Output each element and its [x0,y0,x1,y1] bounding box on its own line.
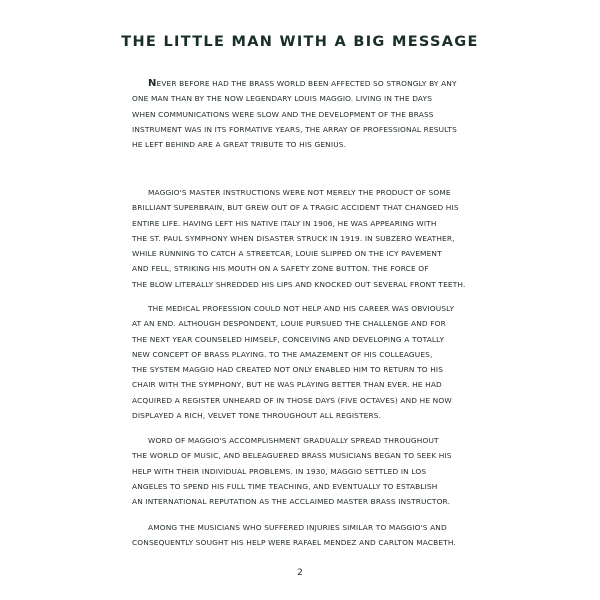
page-title: THE LITTLE MAN WITH A BIG MESSAGE [121,34,479,50]
paragraph-line: WHEN COMMUNICATIONS WERE SLOW AND THE DEVELOPMENT OF THE BRASS [132,109,434,119]
paragraph-line: HELP WITH THEIR INDIVIDUAL PROBLEMS. IN 1930, MAGGIO SETTLED IN LOS [132,466,427,476]
paragraph-line [132,76,472,91]
paragraph-line: THE MEDICAL PROFESSION COULD NOT HELP AND HIS CAREER WAS OBVIOUSLY [148,304,455,313]
paragraph-line: DISPLAYED A RICH, VELVET TONE THROUGHOUT ALL REGISTERS. [132,411,382,421]
paragraph-line: CONSEQUENTLY SOUGHT HIS HELP WERE RAFAEL MENDEZ AND CARLTON MACBETH. [132,538,456,548]
paragraph-line: CHAIR WITH THE SYMPHONY, BUT HE WAS PLAYING BETTER THAN EVER. HE HAD [132,380,442,390]
paragraph-line: MAGGIO'S MASTER INSTRUCTIONS WERE NOT MERELY THE PRODUCT OF SOME [148,188,451,197]
paragraph-line: ONE MAN THAN BY THE NOW LEGENDARY LOUIS MAGGIO. LIVING IN THE DAYS [132,94,433,104]
paragraph-3 [132,301,472,423]
paragraph-line: THE SYSTEM MAGGIO HAD CREATED NOT ONLY ENABLED HIM TO RETURN TO HIS [132,365,444,375]
paragraph-1 [132,76,472,152]
paragraph-line: NEW CONCEPT OF BRASS PLAYING. TO THE AMAZEMENT OF HIS COLLEAGUES, [132,349,433,359]
paragraph-line: THE ST. PAUL SYMPHONY WHEN DISASTER STRUCK IN 1919. IN SUBZERO WEATHER, [132,233,455,243]
first-line-text: EVER BEFORE HAD THE BRASS WORLD BEEN AFFECTED SO STRONGLY BY ANY [156,79,457,88]
paragraph-line: WORD OF MAGGIO'S ACCOMPLISHMENT GRADUALLY SPREAD THROUGHOUT [148,436,439,445]
paragraph-line: THE NEXT YEAR COUNSELED HIMSELF, CONCEIVING AND DEVELOPING A TOTALLY [132,334,445,344]
paragraph-line: AMONG THE MUSICIANS WHO SUFFERED INJURIES SIMILAR TO MAGGIO'S AND [148,523,447,532]
paragraph-line: INSTRUMENT WAS IN ITS FORMATIVE YEARS, THE ARRAY OF PROFESSIONAL RESULTS [132,124,457,134]
paragraph-line: ACQUIRED A REGISTER UNHEARD OF IN THOSE DAYS (FIVE OCTAVES) AND HE NOW [132,395,452,405]
paragraph-line: AND FELL, STRIKING HIS MOUTH ON A SAFETY ZONE BUTTON. THE FORCE OF [132,264,429,274]
paragraph-2 [132,185,472,292]
paragraph-line: AN INTERNATIONAL REPUTATION AS THE ACCLAIMED MASTER BRASS INSTRUCTOR. [132,497,451,507]
dropcap-letter: N [148,78,157,89]
paragraph-line: THE BLOW LITERALLY SHREDDED HIS LIPS AND KNOCKED OUT SEVERAL FRONT TEETH. [132,279,466,289]
paragraph-line: ENTIRE LIFE. HAVING LEFT HIS NATIVE ITALY IN 1906, HE WAS APPEARING WITH [132,218,437,228]
paragraph-line: WHILE RUNNING TO CATCH A STREETCAR, LOUIE SLIPPED ON THE ICY PAVEMENT [132,249,442,259]
paragraph-line: THE WORLD OF MUSIC, AND BELEAGUERED BRASS MUSICIANS BEGAN TO SEEK HIS [132,451,452,461]
page-number: 2 [297,568,303,578]
paragraph-5 [132,520,472,551]
paragraph-line: AT AN END. ALTHOUGH DESPONDENT, LOUIE PURSUED THE CHALLENGE AND FOR [132,319,446,329]
paragraph-line: BRILLIANT SUPERBRAIN, BUT GREW OUT OF A TRAGIC ACCIDENT THAT CHANGED HIS [132,203,459,213]
paragraph-line: ANGELES TO SPEND HIS FULL TIME TEACHING, AND EVENTUALLY TO ESTABLISH [132,481,438,491]
paragraph-4 [132,433,472,509]
paragraph-line: HE LEFT BEHIND ARE A GREAT TRIBUTE TO HIS GENIUS. [132,140,347,150]
